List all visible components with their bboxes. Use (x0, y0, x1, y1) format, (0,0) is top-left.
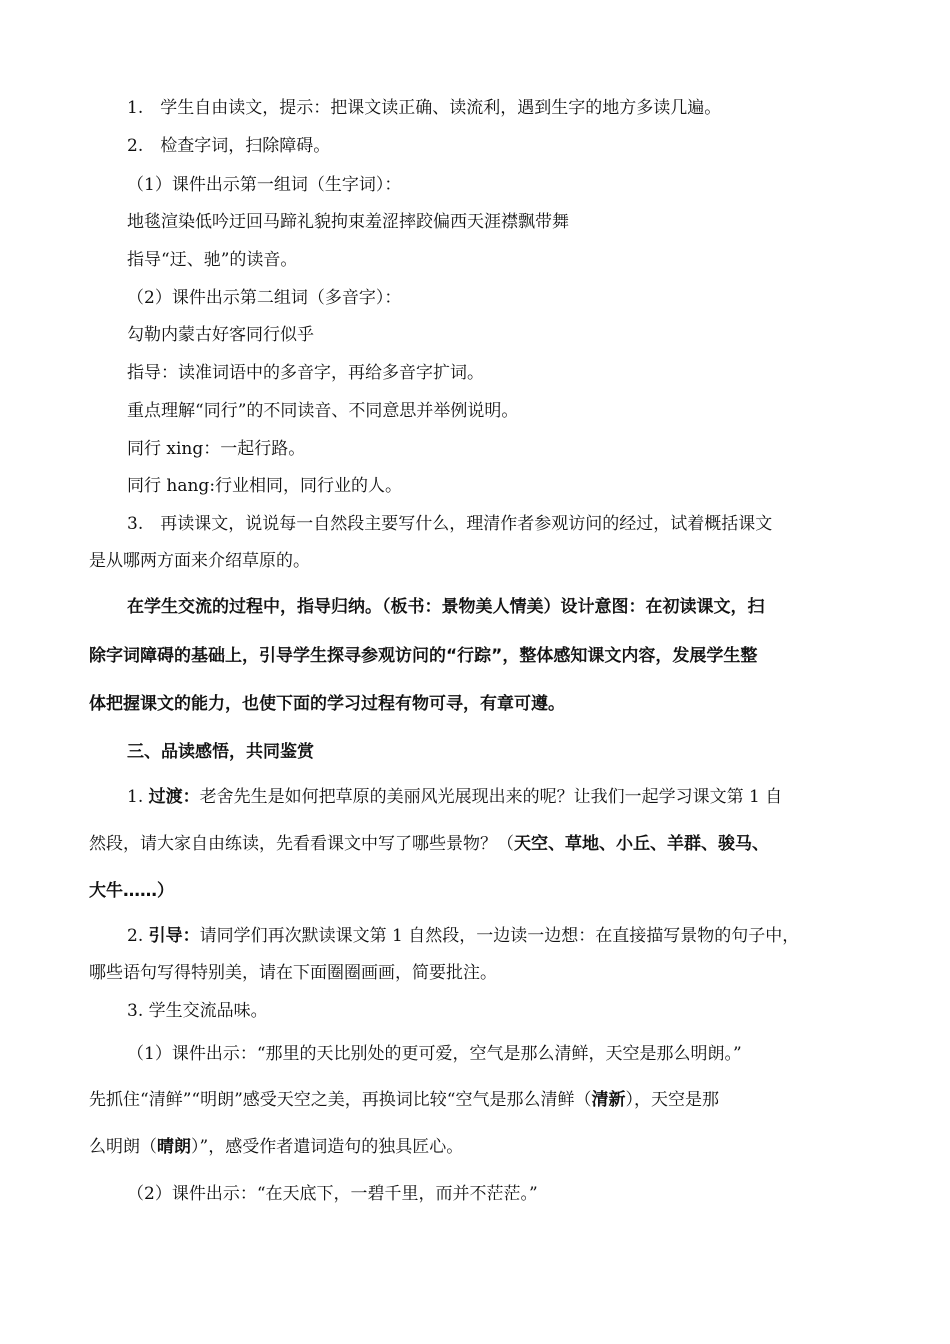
guidance-line-1 (127, 925, 799, 947)
item-number: 1. (127, 787, 149, 807)
step-3-reread: 3. 再读课文，说说每一自然段主要写什么，理清作者参观访问的经过，试着概括课文 (127, 514, 773, 534)
tongxing-focus: 重点理解“同行”的不同读音、不同意思并举例说明。 (127, 401, 519, 421)
tongxing-xing: 同行 xing：一起行路。 (127, 439, 306, 459)
scenery-list: 天空、草地、小丘、羊群、骏马、 (514, 834, 769, 854)
analysis-text: ）”，感受作者遣词造句的独具匠心。 (191, 1137, 464, 1157)
pronunciation-note: 指导“迂、驰”的读音。 (127, 250, 298, 270)
analysis-text: ），天空是那 (625, 1090, 719, 1110)
step-1-read-freely: 1. 学生自由读文，提示：把课文读正确、读流利，遇到生字的地方多读几遍。 (127, 98, 722, 118)
word-group-2-heading: （2）课件出示第二组词（多音字）： (127, 288, 402, 308)
transition-label: 过渡： (148, 787, 200, 807)
design-intent-line-1: 在学生交流的过程中，指导归纳。（板书：景物美人情美）设计意图：在初读课文，扫 (127, 597, 765, 617)
step-3-exchange: 3. 学生交流品味。 (127, 1001, 268, 1021)
word-group-1-heading: （1）课件出示第一组词（生字词）： (127, 175, 402, 195)
item-number: 2. (127, 926, 149, 946)
design-intent-line-2: 除字词障碍的基础上，引导学生探寻参观访问的“行踪”，整体感知课文内容，发展学生整 (89, 646, 758, 666)
courseware-quote-1: （1）课件出示：“那里的天比别处的更可爱，空气是那么清鲜，天空是那么明朗。” (127, 1044, 742, 1064)
design-intent-line-3: 体把握课文的能力，也使下面的学习过程有物可寻，有章可遵。 (89, 694, 565, 714)
polyphone-guidance: 指导：读准词语中的多音字，再给多音字扩词。 (127, 363, 484, 383)
replacement-word-1: 清新 (591, 1090, 626, 1110)
tongxing-hang: 同行 hang:行业相同，同行业的人。 (127, 476, 403, 496)
analysis-line-2 (89, 1136, 463, 1158)
word-group-2-list: 勾勒内蒙古好客同行似乎 (127, 325, 314, 345)
courseware-quote-2: （2）课件出示：“在天底下，一碧千里，而并不茫茫。” (127, 1184, 538, 1204)
transition-line-3: 大牛……） (89, 881, 174, 901)
section-3-heading: 三、品读感悟，共同鉴赏 (127, 742, 314, 762)
transition-text-2: 然段，请大家自由练读，先看看课文中写了哪些景物？（ (89, 834, 514, 854)
step-2-check-words: 2. 检查字词，扫除障碍。 (127, 136, 331, 156)
analysis-text: 么明朗（ (89, 1137, 157, 1157)
word-group-1-list: 地毯渲染低吟迂回马蹄礼貌拘束羞涩摔跤偏西天涯襟飘带舞 (127, 212, 569, 232)
replacement-word-2: 晴朗 (157, 1137, 191, 1157)
analysis-line-1 (89, 1089, 719, 1111)
guidance-label: 引导： (148, 926, 200, 946)
analysis-text: 先抓住“清鲜”“明朗”感受天空之美，再换词比较“空气是那么清鲜（ (89, 1090, 592, 1110)
transition-line-1 (127, 786, 782, 808)
guidance-text: 请同学们再次默读课文第 1 自然段，一边读一边想：在直接描写景物的句子中， (199, 926, 800, 946)
transition-text: 老舍先生是如何把草原的美丽风光展现出来的呢？让我们一起学习课文第 1 自 (199, 787, 783, 807)
guidance-line-2: 哪些语句写得特别美，请在下面圈圈画画，简要批注。 (89, 963, 497, 983)
transition-line-2 (89, 833, 769, 855)
step-3-continued: 是从哪两方面来介绍草原的。 (89, 551, 310, 571)
